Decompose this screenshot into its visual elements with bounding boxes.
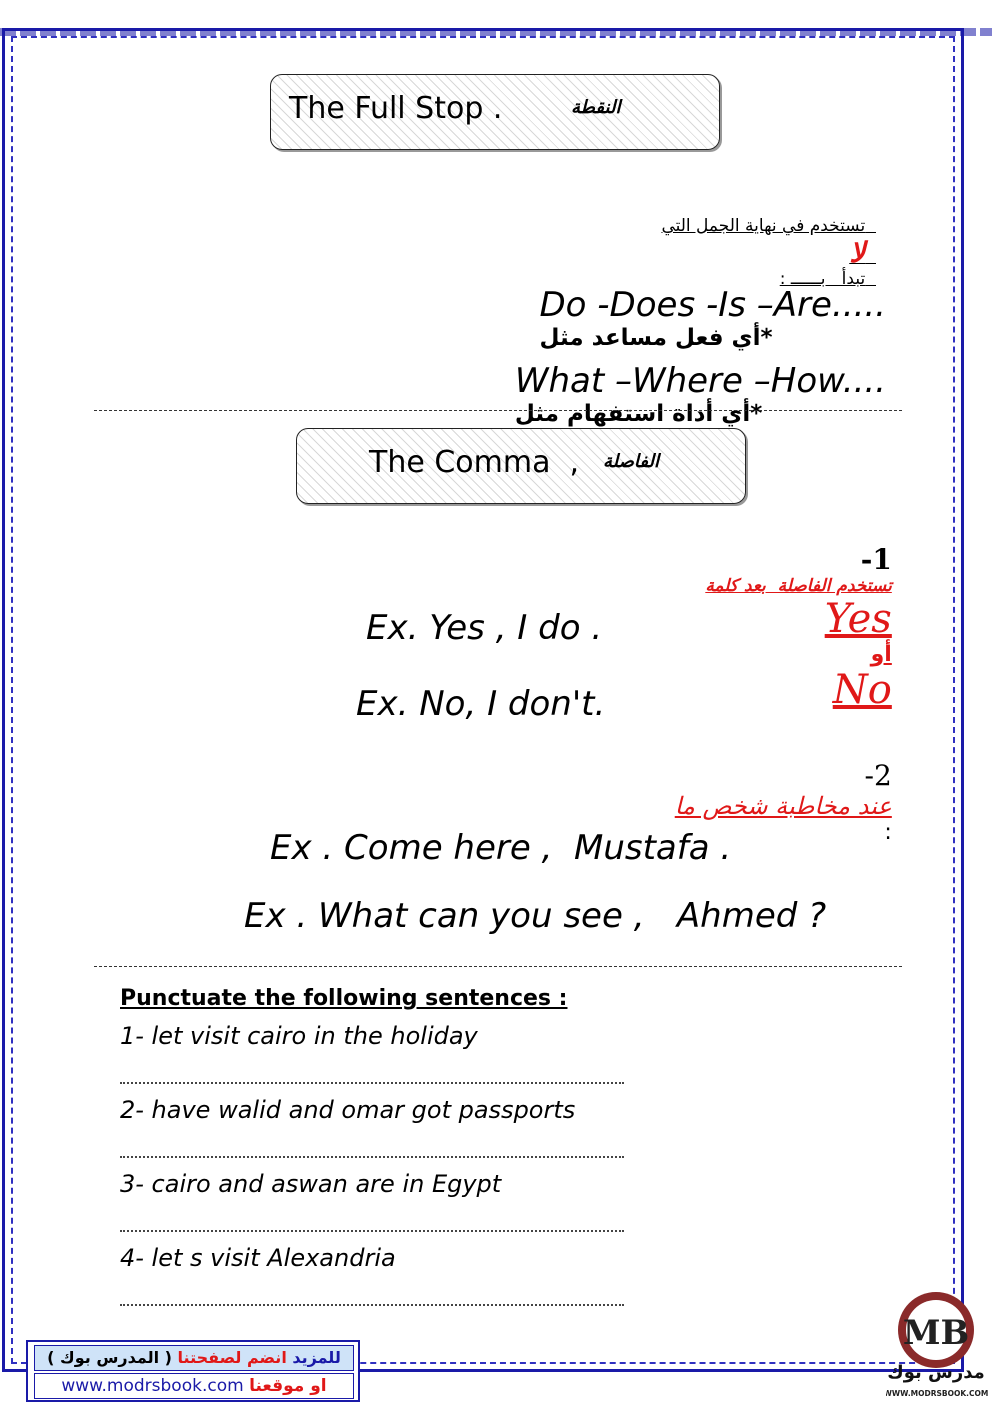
fullstop-line-2: [505, 342, 886, 427]
exercise-item-1: 1- let visit cairo in the holiday: [120, 1022, 478, 1050]
logo-graphic: [886, 1290, 988, 1400]
answer-line-2: [120, 1156, 624, 1158]
fullstop-rule-suffix: تبدأ بــــــ :: [779, 269, 866, 289]
fullstop-line1-ar: *أي فعل مساعد مثل: [539, 325, 773, 351]
fullstop-rule-no: لا: [849, 236, 866, 269]
comma-rule1-no: No: [832, 667, 892, 713]
comma-rule1-text: تستخدم الفاصلة بعد كلمة: [705, 576, 892, 596]
fullstop-title-box: [270, 74, 720, 150]
answer-line-3: [120, 1230, 624, 1232]
answer-line-4: [120, 1304, 624, 1306]
comma-title-box: [296, 428, 746, 504]
exercise-item-2: 2- have walid and omar got passports: [120, 1096, 576, 1124]
separator-1: [94, 410, 902, 411]
comma-example-3: Ex . Come here , Mustafa .: [270, 828, 732, 868]
footer-site-label: او موقعنا: [249, 1376, 327, 1396]
comma-title-arabic: الفاصلة: [603, 451, 659, 472]
comma-rule2-colon: :: [884, 820, 892, 845]
footer-banner[interactable]: [26, 1340, 360, 1402]
comma-rule2-num: 2-: [864, 759, 892, 792]
comma-rule-1: [705, 524, 902, 713]
footer-page-name: ( المدرس بوك ): [47, 1348, 172, 1367]
comma-rule1-num: 1-: [860, 543, 892, 576]
fullstop-title-arabic: النقطة: [571, 97, 621, 118]
fullstop-line2-ar: *أي أداة استفهام مثل: [514, 401, 763, 427]
footer-line-1: [34, 1345, 354, 1371]
footer-more: للمزيد: [292, 1348, 341, 1367]
footer-line-2: [34, 1373, 354, 1399]
exercise-item-3: 3- cairo and aswan are in Egypt: [120, 1170, 502, 1198]
fullstop-rule-prefix: تستخدم في نهاية الجمل التي: [661, 216, 866, 236]
logo-url: WWW.MODRSBOOK.COM: [886, 1389, 988, 1398]
comma-rule2-text: عند مخاطبة شخص ما: [674, 792, 892, 820]
footer-url[interactable]: www.modrsbook.com: [61, 1376, 244, 1396]
comma-example-4: Ex . What can you see , Ahmed ?: [244, 896, 827, 936]
fullstop-line2-en: What –Where –How....: [514, 361, 886, 401]
comma-rule1-or: أو: [870, 642, 892, 667]
comma-title: The Comma ,: [369, 445, 580, 480]
logo-name: مدرس بوك: [887, 1362, 985, 1383]
separator-2: [94, 966, 902, 967]
footer-join: انضم لصفحتنا: [177, 1348, 287, 1367]
exercise-item-4: 4- let s visit Alexandria: [120, 1244, 396, 1272]
comma-rule1-yes: Yes: [824, 596, 892, 642]
fullstop-line-1: [529, 266, 886, 351]
answer-line-1: [120, 1082, 624, 1084]
modrsbook-logo: [886, 1290, 988, 1400]
fullstop-line1-en: Do -Does -Is –Are.....: [539, 285, 886, 325]
comma-example-2: Ex. No, I don't.: [356, 684, 606, 724]
comma-example-1: Ex. Yes , I do .: [366, 608, 603, 648]
exercise-heading: Punctuate the following sentences :: [120, 986, 568, 1011]
logo-letters: MB: [902, 1313, 970, 1353]
fullstop-title: The Full Stop .: [289, 91, 503, 126]
